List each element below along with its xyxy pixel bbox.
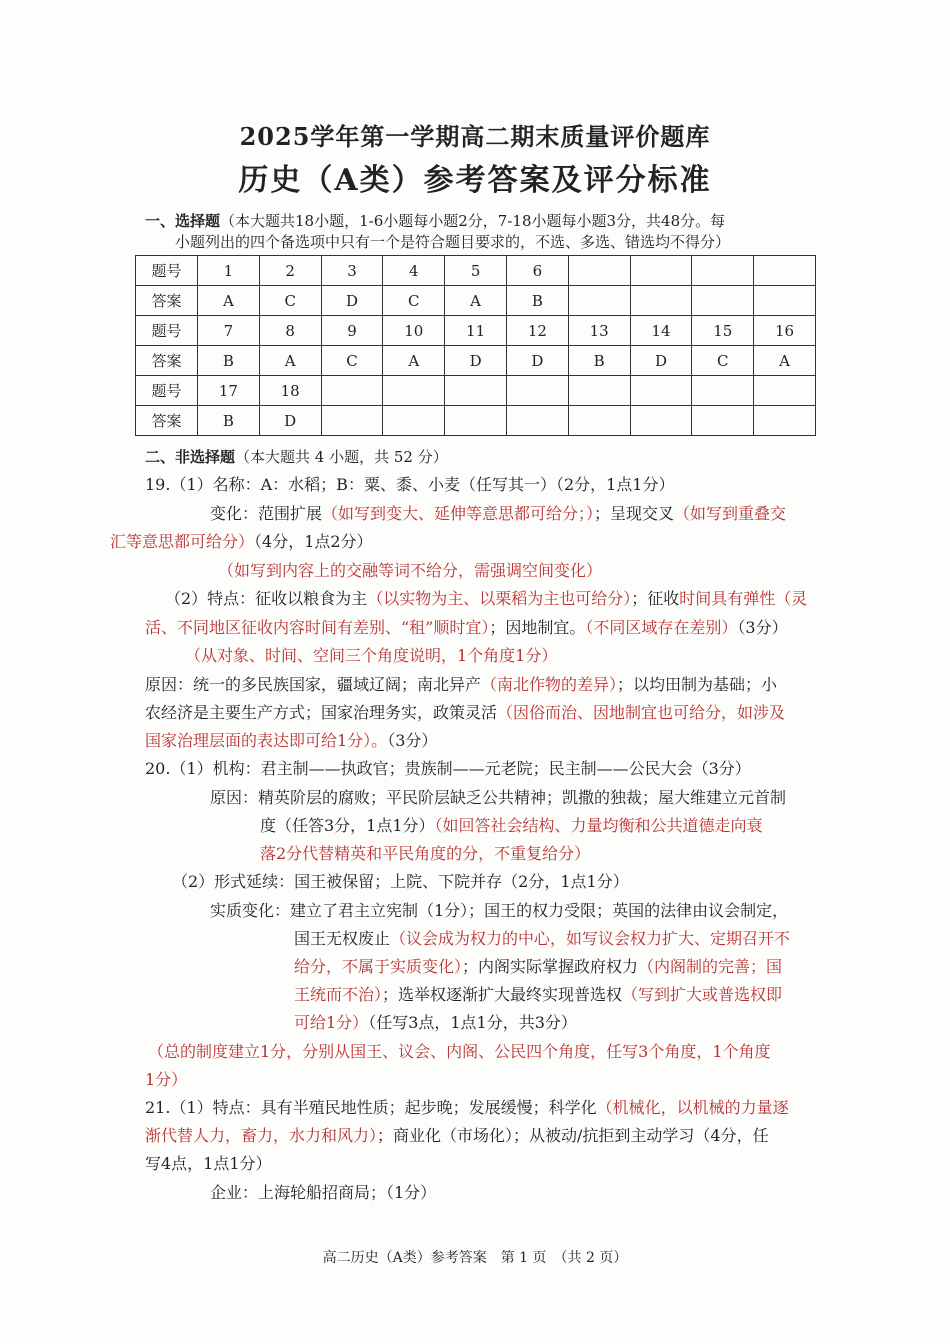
answer-text: ；因地制宜。 bbox=[489, 618, 586, 637]
answer-cell: A bbox=[383, 346, 445, 376]
grading-note: （不同区域存在差别） bbox=[585, 618, 738, 637]
grading-note: 可给1分） bbox=[294, 1013, 369, 1032]
answer-text: 19.（1）名称：A：水稻；B：粟、黍、小麦（任写其一）（2分，1点1分） bbox=[145, 475, 675, 494]
answer-line bbox=[260, 844, 590, 864]
answer-line bbox=[210, 788, 786, 808]
answer-line bbox=[145, 1070, 187, 1090]
answer-cell bbox=[754, 406, 816, 436]
answer-cell bbox=[568, 286, 630, 316]
answer-line bbox=[294, 1013, 577, 1033]
grading-note: 渐代替人力，畜力，水力和风力） bbox=[145, 1126, 378, 1145]
answer-line bbox=[210, 504, 786, 524]
answer-key-table bbox=[135, 255, 816, 436]
section1-desc-line1: （本大题共18小题，1-6小题每小题2分，7-18小题每小题3分，共48分。每 bbox=[220, 212, 726, 230]
answer-cell: B bbox=[568, 346, 630, 376]
table-row-label: 题号 bbox=[136, 316, 198, 346]
grading-note: （从对象、时间、空间三个角度说明，1个角度1分） bbox=[185, 646, 558, 665]
answer-line bbox=[145, 1154, 272, 1174]
grading-note: （如写到内容上的交融等词不给分，需强调空间变化） bbox=[218, 561, 603, 580]
answer-cell bbox=[383, 406, 445, 436]
answer-cell: D bbox=[259, 406, 321, 436]
answer-cell: A bbox=[259, 346, 321, 376]
answer-text: （任写3点，1点1分，共3分） bbox=[368, 1013, 577, 1032]
question-number-cell: 1 bbox=[198, 256, 260, 286]
answer-line bbox=[294, 957, 782, 977]
question-number-cell: 5 bbox=[445, 256, 507, 286]
grading-note: （内阁制的完善；国 bbox=[638, 957, 783, 976]
grading-note: 王统而不治） bbox=[294, 985, 383, 1004]
question-number-cell: 8 bbox=[259, 316, 321, 346]
grading-note: 活、不同地区征收内容时间有差别、“租”顺时宜） bbox=[145, 618, 490, 637]
answer-text: 变化：范围扩展 bbox=[210, 504, 323, 523]
page-title: 2025学年第一学期高二期末质量评价题库 bbox=[239, 122, 711, 151]
answer-line bbox=[165, 589, 807, 609]
table-row-label: 答案 bbox=[136, 406, 198, 436]
answer-line bbox=[294, 985, 782, 1005]
answer-cell: A bbox=[754, 346, 816, 376]
question-number-cell: 9 bbox=[321, 316, 383, 346]
question-number-cell: 10 bbox=[383, 316, 445, 346]
answer-line bbox=[145, 731, 437, 751]
question-number-cell bbox=[754, 256, 816, 286]
answer-cell bbox=[568, 406, 630, 436]
question-number-cell bbox=[321, 376, 383, 406]
answer-text: （2）特点：征收以粮食为主 bbox=[165, 589, 368, 608]
answer-cell: C bbox=[692, 346, 754, 376]
grading-note: 汇等意思都可给分） bbox=[110, 532, 255, 551]
grading-note: （总的制度建立1分，分别从国王、议会、内阁、公民四个角度，任写3个角度，1个角度 bbox=[148, 1042, 771, 1061]
answer-text: ；以均田制为基础；小 bbox=[617, 675, 778, 694]
answer-cell: B bbox=[506, 286, 568, 316]
section1-instructions bbox=[145, 211, 815, 253]
question-number-cell: 13 bbox=[568, 316, 630, 346]
answer-line bbox=[185, 646, 557, 666]
question-number-cell: 3 bbox=[321, 256, 383, 286]
table-row-answers bbox=[136, 406, 816, 436]
answer-line bbox=[145, 675, 777, 695]
answer-line bbox=[210, 1183, 436, 1203]
question-number-cell: 4 bbox=[383, 256, 445, 286]
answer-line bbox=[294, 929, 790, 949]
answer-line bbox=[145, 759, 751, 779]
answer-cell: B bbox=[198, 346, 260, 376]
question-number-cell bbox=[383, 376, 445, 406]
grading-note: （南北作物的差异） bbox=[481, 675, 618, 694]
answer-line bbox=[218, 561, 602, 581]
table-row-label: 答案 bbox=[136, 286, 198, 316]
question-number-cell bbox=[754, 376, 816, 406]
grading-note: 1分） bbox=[145, 1070, 188, 1089]
section2-instructions bbox=[145, 446, 448, 467]
question-number-cell bbox=[506, 376, 568, 406]
section2-heading: 二、非选择题 bbox=[145, 448, 236, 466]
answer-text: 原因：精英阶层的腐败；平民阶层缺乏公共精神；凯撒的独裁；屋大维建立元首制 bbox=[210, 788, 787, 807]
question-number-cell: 17 bbox=[198, 376, 260, 406]
answer-cell: B bbox=[198, 406, 260, 436]
answer-cell: A bbox=[198, 286, 260, 316]
section1-heading: 一、选择题 bbox=[145, 212, 221, 230]
answer-text: 度（任答3分，1点1分） bbox=[260, 816, 435, 835]
question-number-cell bbox=[692, 256, 754, 286]
grading-note: （因俗而治、因地制宜也可给分，如涉及 bbox=[497, 703, 786, 722]
answer-text: 国王无权废止 bbox=[294, 929, 391, 948]
grading-note: （议会成为权力的中心，如写议会权力扩大、定期召开不 bbox=[390, 929, 791, 948]
table-row-label: 答案 bbox=[136, 346, 198, 376]
grading-note: （写到扩大或普选权即 bbox=[622, 985, 783, 1004]
table-row-question-numbers bbox=[136, 316, 816, 346]
answer-cell bbox=[692, 406, 754, 436]
grading-note: （机械化，以机械的力量逐 bbox=[596, 1098, 789, 1117]
question-number-cell bbox=[630, 376, 692, 406]
table-row-answers bbox=[136, 346, 816, 376]
question-number-cell bbox=[445, 376, 507, 406]
answer-cell: D bbox=[506, 346, 568, 376]
question-number-cell: 12 bbox=[506, 316, 568, 346]
question-number-cell: 11 bbox=[445, 316, 507, 346]
grading-note: 落2分代替精英和平民角度的分，不重复给分） bbox=[260, 844, 591, 863]
answer-text: ；呈现交叉 bbox=[594, 504, 675, 523]
answer-text: 企业：上海轮船招商局；（1分） bbox=[210, 1183, 437, 1202]
answer-cell: C bbox=[259, 286, 321, 316]
question-number-cell bbox=[630, 256, 692, 286]
table-row-question-numbers bbox=[136, 376, 816, 406]
answer-cell bbox=[630, 406, 692, 436]
answer-line bbox=[210, 901, 788, 921]
table-row-label: 题号 bbox=[136, 256, 198, 286]
answer-cell: C bbox=[321, 346, 383, 376]
question-number-cell: 16 bbox=[754, 316, 816, 346]
table-row-question-numbers bbox=[136, 256, 816, 286]
grading-note: 给分，不属于实质变化） bbox=[294, 957, 463, 976]
answer-text: （3分） bbox=[737, 618, 788, 637]
grading-note: （如写到重叠交 bbox=[674, 504, 787, 523]
answer-cell bbox=[754, 286, 816, 316]
answer-line bbox=[145, 618, 788, 638]
question-number-cell: 15 bbox=[692, 316, 754, 346]
page-footer: 高二历史（A类）参考答案 第 1 页 （共 2 页） bbox=[322, 1250, 628, 1266]
grading-note: （以实物为主、以栗稻为主也可给分） bbox=[367, 589, 632, 608]
answer-text: 写4点，1点1分） bbox=[145, 1154, 272, 1173]
answer-line bbox=[148, 1042, 771, 1062]
answer-line bbox=[145, 475, 674, 495]
grading-note: （如写到变大、延伸等意思都可给分；） bbox=[322, 504, 595, 523]
answer-cell: D bbox=[630, 346, 692, 376]
answer-text: ；商业化（市场化）；从被动/抗拒到主动学习（4分，任 bbox=[377, 1126, 769, 1145]
question-number-cell: 6 bbox=[506, 256, 568, 286]
answer-line bbox=[145, 1126, 769, 1146]
answer-text: （3分） bbox=[387, 731, 438, 750]
answer-cell: A bbox=[445, 286, 507, 316]
answer-cell bbox=[321, 406, 383, 436]
question-number-cell: 18 bbox=[259, 376, 321, 406]
section1-desc-line2: 小题列出的四个备选项中只有一个是符合题目要求的，不选、多选、错选均不得分） bbox=[175, 233, 731, 251]
grading-note: （如回答社会结构、力量均衡和公共道德走向衰 bbox=[434, 816, 763, 835]
answer-text: （2）形式延续：国王被保留；上院、下院并存（2分，1点1分） bbox=[172, 872, 629, 891]
question-number-cell bbox=[568, 256, 630, 286]
question-number-cell bbox=[692, 376, 754, 406]
answer-text: 20.（1）机构：君主制——执政官；贵族制——元老院；民主制——公民大会（3分） bbox=[145, 759, 751, 778]
grading-note: 时间具有弹性（灵 bbox=[679, 589, 808, 608]
answer-line bbox=[145, 703, 785, 723]
answer-text: 21.（1）特点：具有半殖民地性质；起步晚；发展缓慢；科学化 bbox=[145, 1098, 597, 1117]
grading-note: 国家治理层面的表达即可给1分）。 bbox=[145, 731, 388, 750]
question-number-cell: 7 bbox=[198, 316, 260, 346]
answer-cell: D bbox=[321, 286, 383, 316]
answer-text: ；选举权逐渐扩大最终实现普选权 bbox=[382, 985, 623, 1004]
answer-cell bbox=[692, 286, 754, 316]
question-number-cell: 2 bbox=[259, 256, 321, 286]
answer-line bbox=[260, 816, 763, 836]
answer-line bbox=[110, 532, 373, 552]
table-row-answers bbox=[136, 286, 816, 316]
answer-text: ；内阁实际掌握政府权力 bbox=[462, 957, 639, 976]
answer-cell bbox=[506, 406, 568, 436]
answer-text: 原因：统一的多民族国家，疆域辽阔；南北异产 bbox=[145, 675, 482, 694]
answer-cell bbox=[445, 406, 507, 436]
page-subtitle: 历史（A类）参考答案及评分标准 bbox=[238, 163, 712, 198]
answer-cell bbox=[630, 286, 692, 316]
section2-desc: （本大题共 4 小题，共 52 分） bbox=[235, 448, 448, 466]
answer-text: ；征收 bbox=[631, 589, 680, 608]
answer-cell: C bbox=[383, 286, 445, 316]
table-row-label: 题号 bbox=[136, 376, 198, 406]
answer-text: 实质变化：建立了君主立宪制（1分）；国王的权力受限；英国的法律由议会制定， bbox=[210, 901, 789, 920]
answer-line bbox=[172, 872, 629, 892]
answer-line bbox=[145, 1098, 789, 1118]
question-number-cell: 14 bbox=[630, 316, 692, 346]
question-number-cell bbox=[568, 376, 630, 406]
answer-cell: D bbox=[445, 346, 507, 376]
answer-text: （4分，1点2分） bbox=[254, 532, 373, 551]
answer-text: 农经济是主要生产方式；国家治理务实，政策灵活 bbox=[145, 703, 498, 722]
